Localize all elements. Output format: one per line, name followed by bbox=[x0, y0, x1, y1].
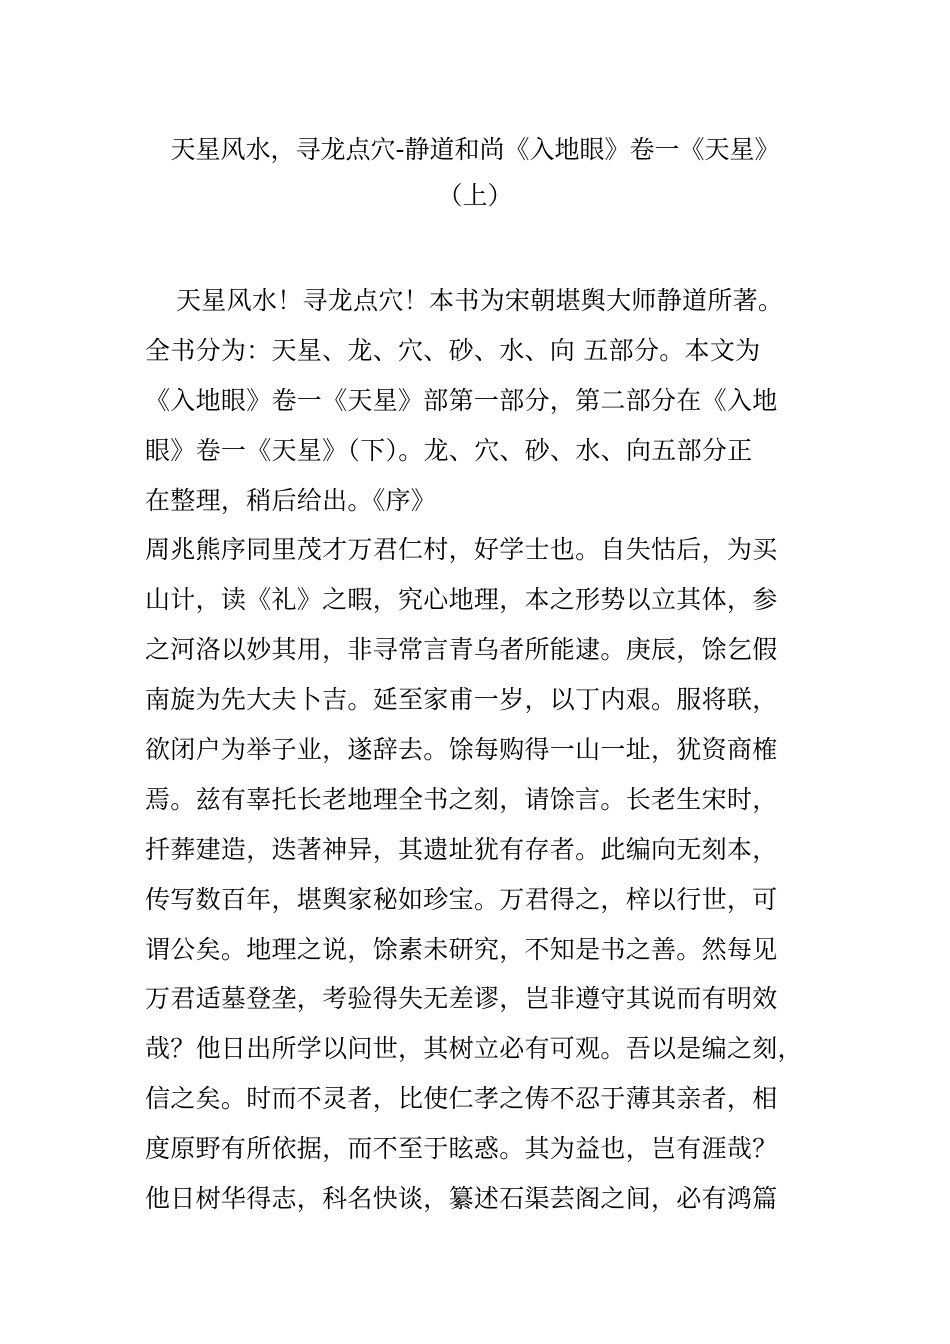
body-line: 眼》卷一《天星》（下）。龙、穴、砂、水、向五部分正 bbox=[145, 435, 753, 465]
body-line: 之河洛以妙其用，非寻常言青乌者所能逮。庚辰，馀乞假 bbox=[145, 635, 778, 665]
body-line: 周兆熊序同里茂才万君仁村，好学士也。自失怙后，为买 bbox=[145, 535, 778, 565]
body-line: 万君适墓登垄，考验得失无差谬，岂非遵守其说而有明效 bbox=[145, 984, 778, 1014]
body-line: 在整理，稍后给出。《序》 bbox=[145, 485, 437, 515]
body-line: 《入地眼》卷一《天星》部第一部分，第二部分在《入地 bbox=[145, 385, 778, 415]
body-line: 全书分为：天星、龙、穴、砂、水、向 五部分。本文为 bbox=[145, 335, 761, 365]
body-line: 天星风水！寻龙点穴！本书为宋朝堪舆大师静道所著。 bbox=[176, 286, 784, 315]
document-title bbox=[145, 128, 805, 220]
body-line: 哉？他日出所学以问世，其树立必有可观。吾以是编之刻， bbox=[145, 1034, 803, 1064]
body-line: 山计，读《礼》之暇，究心地理，本之形势以立其体，参 bbox=[145, 585, 778, 615]
body-line: 谓公矣。地理之说，馀素未研究，不知是书之善。然每见 bbox=[145, 934, 778, 964]
body-line: 南旋为先大夫卜吉。延至家甫一岁，以丁内艰。服将联， bbox=[145, 685, 778, 715]
title-line: 天星风水，寻龙点穴-静道和尚《入地眼》卷一《天星》 bbox=[170, 135, 780, 164]
body-line: 欲闭户为举子业，遂辞去。馀每购得一山一址，犹资商榷 bbox=[145, 735, 778, 765]
body-line: 焉。兹有辜托长老地理全书之刻，请馀言。长老生宋时， bbox=[145, 784, 778, 814]
body-line: 度原野有所依据，而不至于眩惑。其为益也，岂有涯哉？ bbox=[145, 1134, 778, 1164]
document-body bbox=[145, 276, 805, 1224]
body-line: 信之矣。时而不灵者，比使仁孝之俦不忍于薄其亲者，相 bbox=[145, 1084, 778, 1114]
body-line: 传写数百年，堪舆家秘如珍宝。万君得之，梓以行世，可 bbox=[145, 884, 778, 914]
body-line: 他日树华得志，科名快谈，纂述石渠芸阁之间，必有鸿篇 bbox=[145, 1184, 778, 1214]
body-line: 扦葬建造，迭著神异，其遗址犹有存者。此编向无刻本， bbox=[145, 834, 778, 864]
title-line: （上） bbox=[437, 181, 513, 210]
